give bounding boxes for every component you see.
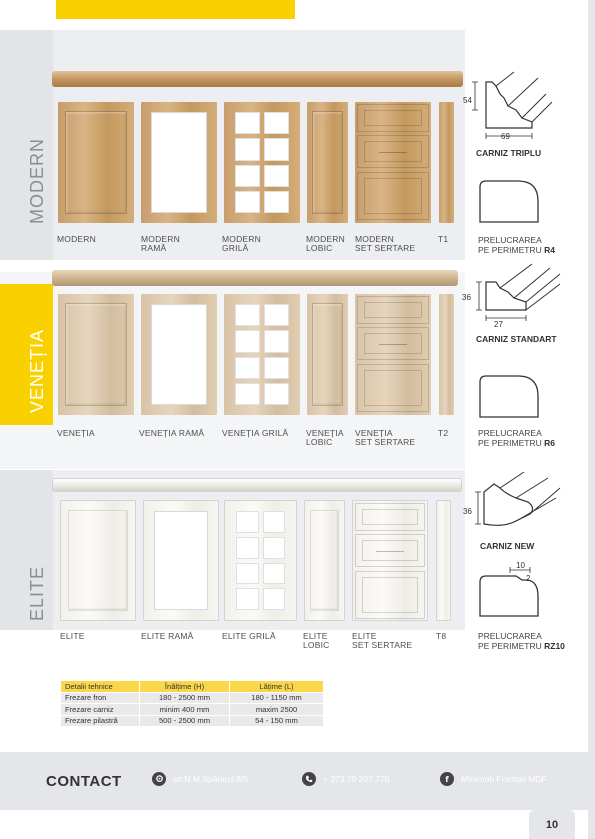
top-yellow-bar [56,0,295,19]
carniz-standart-height: 36 [462,293,471,302]
carniz-triplu-height: 54 [463,96,472,105]
table-cell: maxim 2500 [230,704,324,716]
contact-address-text: str.N.M.Spătarul 8/5 [173,774,249,784]
facebook-icon: f [440,772,454,786]
label-elite-t8: T8 [436,631,447,641]
carniz-new-name: CARNIZ NEW [480,541,535,551]
label-venetia-t2: T2 [438,428,449,438]
table-cell: 54 - 150 mm [230,715,324,727]
label-modern-t1: T1 [438,234,449,244]
label-venetia-rama: VENEȚIA RAMĂ [139,428,205,438]
label-elite-set-sertare: ELITE SET SERTARE [352,631,413,650]
label-elite-grila: ELITE GRILĂ [222,631,276,641]
rz10-dim-a: 10 [516,561,525,570]
door-modern [58,102,134,223]
r4-label: PRELUCRAREA PE PERIMETRU R4 [478,235,555,255]
door-elite-t8 [436,500,451,621]
table-row [61,704,324,716]
door-elite-rama [143,500,219,621]
label-venetia-grila: VENEȚIA GRILĂ [222,428,289,438]
label-venetia-lobic: VENEȚIA LOBIC [306,428,344,447]
label-modern: MODERN [57,234,96,244]
label-elite-lobic: ELITE LOBIC [303,631,330,650]
table-cell: 180 - 2500 mm [140,692,230,704]
elite-section-title: ELITE [27,565,47,621]
phone-icon [302,772,316,786]
contact-facebook[interactable] [440,772,546,786]
r4-profile-drawing [474,177,544,225]
rz10-label: PRELUCRAREA PE PERIMETRU RZ10 [478,631,565,651]
label-modern-rama: MODERN RAMĂ [141,234,180,253]
carniz-new-profile-drawing [470,472,565,538]
door-venetia-grila [224,294,300,415]
label-modern-grila: MODERN GRILĂ [222,234,261,253]
contact-phone[interactable] [302,772,389,786]
elite-cornice [52,478,462,492]
door-venetia-rama [141,294,217,415]
table-cell: Frezare pilastră [61,715,140,727]
door-elite-lobic [304,500,345,621]
door-modern-set-sertare [355,102,431,223]
carniz-triplu-profile-drawing [470,70,560,148]
modern-cornice [52,71,463,87]
venetia-cornice [52,270,458,286]
door-modern-t1 [439,102,454,223]
label-venetia-set-sertare: VENEȚIA SET SERTARE [355,428,416,447]
table-header-cell: Lățime (L) [230,681,324,693]
door-modern-rama [141,102,217,223]
carniz-standart-profile-drawing [470,262,565,330]
door-venetia-set-sertare [355,294,431,415]
carniz-new-height: 36 [463,507,472,516]
door-elite [60,500,136,621]
r6-profile-drawing [474,372,544,420]
label-elite: ELITE [60,631,85,641]
right-edge-strip [588,0,595,839]
label-elite-rama: ELITE RAMĂ [141,631,194,641]
table-row [61,715,324,727]
contact-title: CONTACT [46,773,122,790]
rz10-profile-drawing [474,560,544,620]
door-venetia-lobic [307,294,348,415]
carniz-triplu-width: 69 [501,132,510,141]
door-venetia-t2 [439,294,454,415]
table-cell: 180 - 1150 mm [230,692,324,704]
door-elite-set-sertare [352,500,428,621]
label-modern-lobic: MODERN LOBIC [306,234,345,253]
table-cell: Frezare fron [61,692,140,704]
carniz-standart-width: 27 [494,320,503,329]
contact-phone-text: + 373 79 207 770 [323,774,390,784]
table-row [61,692,324,704]
door-elite-grila [224,500,297,621]
table-cell: Frezare carniz [61,704,140,716]
carniz-standart-name: CARNIZ STANDART [476,334,557,344]
table-cell: 500 - 2500 mm [140,715,230,727]
door-modern-grila [224,102,300,223]
r6-label: PRELUCRAREA PE PERIMETRU R6 [478,428,555,448]
page-number: 10 [529,810,575,839]
contact-facebook-text: Miramob Fronturi MDF [461,774,547,784]
label-venetia: VENEȚIA [57,428,95,438]
label-modern-set-sertare: MODERN SET SERTARE [355,234,416,253]
technical-details-table [60,680,324,727]
modern-section-title: MODERN [27,138,47,224]
venetia-section-title: VENEȚIA [27,328,47,413]
door-venetia [58,294,134,415]
rz10-dim-b: 2 [526,574,531,583]
table-header-cell: Detalii tehnice [61,681,140,693]
table-header-row [61,681,324,693]
carniz-triplu-name: CARNIZ TRIPLU [476,148,542,158]
door-modern-lobic [307,102,348,223]
table-cell: minim 400 mm [140,704,230,716]
location-pin-icon [152,772,166,786]
contact-address[interactable] [152,772,248,786]
table-header-cell: Înălțime (H) [140,681,230,693]
